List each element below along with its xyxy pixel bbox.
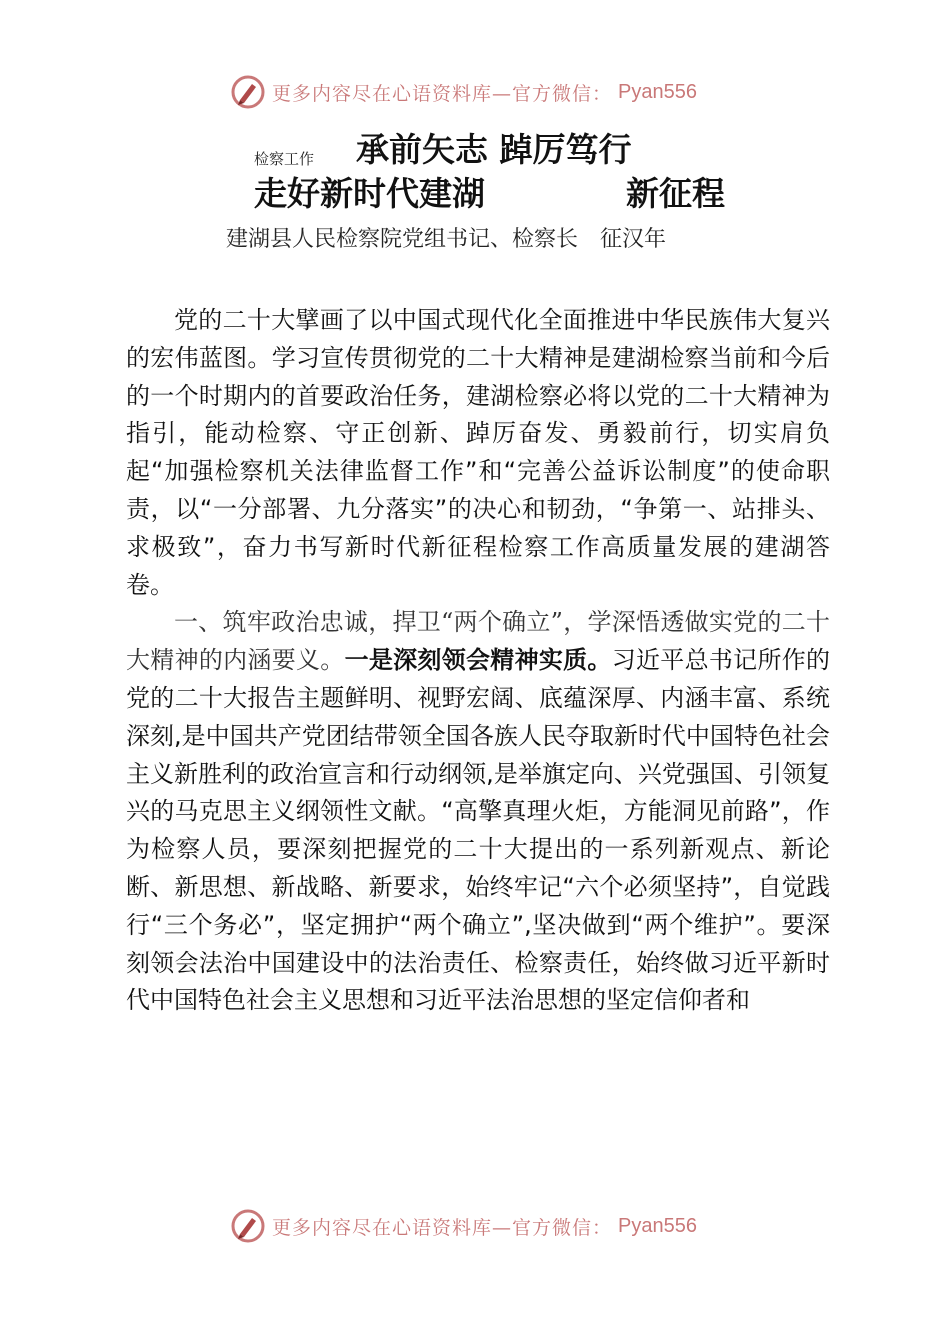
watermark-banner-top: [230, 72, 697, 112]
bold-subheading: 一是深刻领会精神实质。: [344, 646, 612, 675]
article-body: [126, 302, 830, 1020]
article-category: 检察工作: [254, 150, 315, 168]
article-title-line2-part1: 走好新时代建湖: [254, 174, 485, 213]
article-title-line1: 承前矢志 踔厉笃行: [356, 130, 632, 169]
watermark-wechat-id: Pyan556: [618, 1214, 697, 1237]
watermark-wechat-id: Pyan556: [618, 80, 697, 103]
watermark-text: 更多内容尽在心语资料库—官方微信：: [272, 82, 613, 105]
paragraph-2: [126, 604, 830, 1020]
watermark-banner-bottom: [230, 1206, 697, 1246]
pen-logo-icon: [230, 1208, 266, 1244]
paragraph-1: 党的二十大擘画了以中国式现代化全面推进中华民族伟大复兴的宏伟蓝图。学习宣传贯彻党的二十大精神是建湖检察当前和今后的一个时期内的首要政治任务，建湖检察必将以党的二十大精神为指引，能动检察、守正创新、踔厉奋发、勇毅前行，切实肩负起“加强检察机关法律监督工作”和“完善公益诉讼制度”的使命职责，以“一分部署、九分落实”的决心和韧劲，“争第一、站排头、求极致”，奋力书写新时代新征程检察工作高质量发展的建湖答卷。: [126, 306, 830, 599]
article-title-line2-part2: 新征程: [626, 174, 725, 213]
paragraph-2-text: 习近平总书记所作的党的二十大报告主题鲜明、视野宏阔、底蕴深厚、内涵丰富、系统深刻,是中国共产党团结带领全国各族人民夺取新时代中国特色社会主义新胜利的政治宣言和行动纲领,是举旗定向、兴党强国、引领复兴的马克思主义纲领性文献。“高擎真理火炬，方能洞见前路”，作为检察人员，要深刻把握党的二十大提出的一系列新观点、新论断、新思想、新战略、新要求，始终牢记“六个必须坚持”，自觉践行“三个务必”，坚定拥护“两个确立”,坚决做到“两个维护”。要深刻领会法治中国建设中的法治责任、检察责任，始终做习近平新时代中国特色社会主义思想和习近平法治思想的坚定信仰者和: [126, 646, 831, 1015]
article-author: 建湖县人民检察院党组书记、检察长 征汉年: [226, 227, 667, 252]
pen-logo-icon: [230, 74, 266, 110]
watermark-text: 更多内容尽在心语资料库—官方微信：: [272, 1216, 613, 1239]
section-heading: 一、筑牢政治忠诚，捍卫“两个确立”，学深悟透做实党的二十大精神的内涵要义。: [126, 608, 830, 675]
